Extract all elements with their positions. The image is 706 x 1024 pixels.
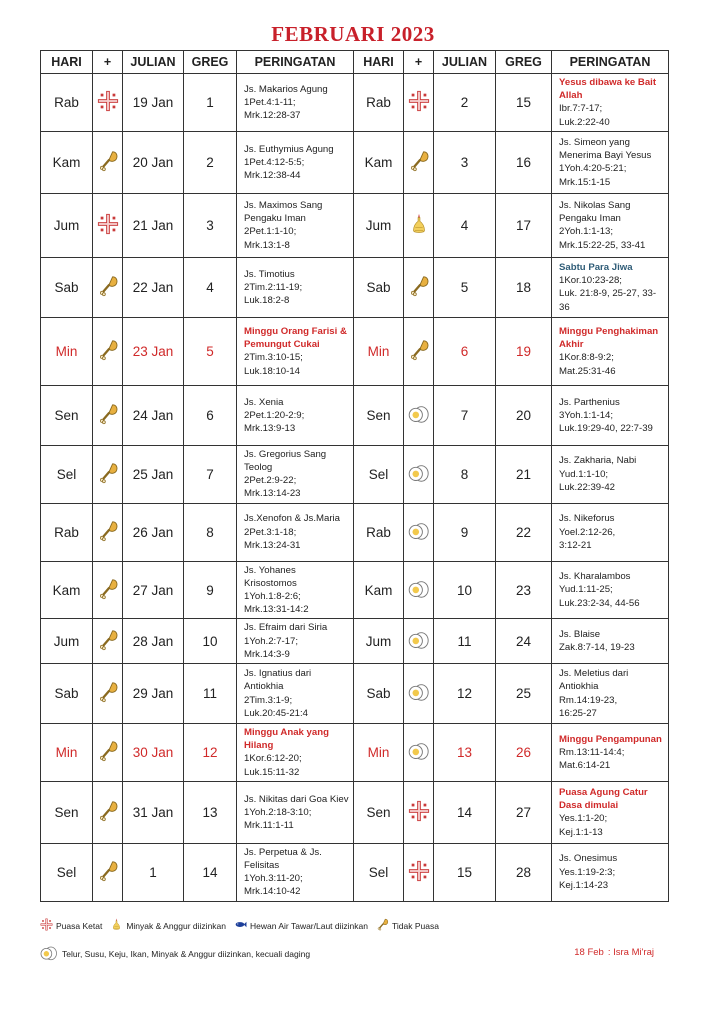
no-fast-icon [97, 349, 119, 364]
scripture-reading: Mrk.13:1-8 [244, 239, 290, 251]
table-row [41, 843, 669, 901]
header-peringatan: PERINGATAN [237, 51, 354, 74]
commemoration-title: Js. Nikolas Sang Pengaku Iman [559, 199, 631, 225]
table-row [41, 503, 669, 561]
julian-cell: 20 Jan [123, 131, 184, 193]
commemoration-cell [552, 561, 669, 619]
day-cell: Sen [41, 385, 93, 445]
greg-cell: 27 [496, 781, 552, 843]
scripture-reading: 2Tim.3:10-15; [244, 352, 303, 364]
scripture-reading: Mrk.13:9-13 [244, 422, 296, 434]
greg-cell: 5 [184, 317, 237, 385]
commemoration-title: Js. Ignatius dari Antiokhia [244, 668, 312, 693]
no-fast-icon [97, 588, 119, 603]
fasting-cell [93, 317, 123, 385]
legend-label: Tidak Puasa [391, 920, 439, 931]
no-fast-icon [408, 285, 430, 300]
commemoration-cell [237, 843, 354, 901]
greg-cell: 23 [496, 561, 552, 619]
scripture-reading: Luk.20:45-21:4 [244, 707, 309, 719]
commemoration-title: Puasa Agung Catur Dasa dimulai [559, 786, 648, 812]
header-julian: JULIAN [434, 51, 496, 74]
julian-cell: 21 Jan [123, 193, 184, 257]
greg-cell: 10 [184, 619, 237, 664]
scripture-reading: Luk.19:29-40, 22:7-39 [559, 422, 653, 434]
fasting-cell [404, 503, 434, 561]
strict-fast-icon [408, 810, 430, 825]
scripture-reading: Luk.15:11-32 [244, 766, 300, 778]
greg-cell: 26 [496, 724, 552, 782]
table-row [41, 193, 669, 257]
commemoration-title: Js. Gregorius Sang Teolog [244, 448, 327, 474]
header-plus: + [404, 51, 434, 74]
commemoration-cell [552, 131, 669, 193]
commemoration-cell [552, 257, 669, 317]
fasting-cell [404, 74, 434, 132]
scripture-reading: Mrk.12:28-37 [244, 110, 301, 121]
no-fast-icon [97, 750, 119, 765]
commemoration-title: Js. Perpetua & Js. Felisitas [244, 846, 322, 872]
no-fast-icon [408, 160, 430, 175]
scripture-reading: Mrk.12:38-44 [244, 169, 301, 181]
commemoration-title: Js. Euthymius Agung [244, 143, 334, 155]
dairy-icon [408, 530, 430, 545]
day-cell: Kam [41, 131, 93, 193]
commemoration-title: Js.Xenofon & Js.Maria [244, 513, 340, 525]
header-peringatan: PERINGATAN [552, 51, 669, 74]
scripture-reading: Luk.18:2-8 [244, 294, 290, 306]
fasting-cell [404, 257, 434, 317]
commemoration-title: Js. Efraim dari Siria [244, 622, 328, 634]
scripture-reading: 2Pet.3:1-18; [244, 526, 297, 538]
table-row [41, 74, 669, 132]
greg-cell: 9 [184, 561, 237, 619]
fasting-cell [93, 385, 123, 445]
header-greg: GREG [184, 51, 237, 74]
commemoration-cell [552, 445, 669, 503]
fasting-cell [93, 445, 123, 503]
scripture-reading: 2Pet.1:1-10; [244, 226, 297, 238]
commemoration-title: Js. Nikitas dari Goa Kiev [244, 793, 349, 805]
header-hari: HARI [354, 51, 404, 74]
scripture-reading: Luk.22:39-42 [559, 481, 616, 493]
scripture-reading: Luk. 21:8-9, 25-27, 33-36 [559, 288, 657, 313]
table-row [41, 724, 669, 782]
table-row [41, 781, 669, 843]
commemoration-title: Js. Onesimus [559, 853, 618, 865]
commemoration-title: Minggu Anak yang Hilang [244, 727, 329, 752]
scripture-reading: Mrk.14:3-9 [244, 648, 290, 660]
scripture-reading: 2Tim.2:11-19; [244, 281, 303, 293]
day-cell: Sen [41, 781, 93, 843]
julian-cell: 14 [434, 781, 496, 843]
commemoration-title: Js. Meletius dari Antiokhia [559, 668, 629, 693]
table-row [41, 257, 669, 317]
day-cell: Rab [354, 503, 404, 561]
scripture-reading: Yes.1:1-20; [559, 813, 608, 825]
scripture-reading: Yud.1:1-10; [559, 468, 609, 480]
day-cell: Kam [354, 561, 404, 619]
table-row [41, 445, 669, 503]
fasting-cell [93, 781, 123, 843]
scripture-reading: Yes.1:19-2:3; [559, 866, 616, 878]
no-fast-icon [97, 870, 119, 885]
commemoration-cell [237, 781, 354, 843]
dairy-icon [408, 691, 430, 706]
commemoration-title: Minggu Orang Farisi & Pemungut Cukai [244, 325, 347, 351]
fasting-cell [404, 664, 434, 724]
fasting-cell [93, 724, 123, 782]
julian-cell: 22 Jan [123, 257, 184, 317]
legend-label: Puasa Ketat [56, 920, 103, 931]
scripture-reading: Rm.14:19-23, [559, 694, 618, 706]
scripture-reading: Mat.6:14-21 [559, 760, 611, 772]
scripture-reading: Kej.1:14-23 [559, 879, 609, 891]
scripture-reading: Mrk.13:14-23 [244, 488, 301, 500]
table-row [41, 317, 669, 385]
day-cell: Sel [41, 445, 93, 503]
commemoration-cell [237, 619, 354, 664]
scripture-reading: Mrk.13:24-31 [244, 539, 301, 551]
commemoration-cell [237, 664, 354, 724]
greg-cell: 8 [184, 503, 237, 561]
day-cell: Kam [354, 131, 404, 193]
dairy-icon [408, 639, 430, 654]
commemoration-cell [237, 317, 354, 385]
greg-cell: 4 [184, 257, 237, 317]
oil-wine-icon [408, 223, 430, 238]
julian-cell: 2 [434, 74, 496, 132]
day-cell: Sab [41, 257, 93, 317]
commemoration-cell [237, 257, 354, 317]
julian-cell: 23 Jan [123, 317, 184, 385]
scripture-reading: 1Pet.4:1-11; [244, 96, 296, 108]
julian-cell: 4 [434, 193, 496, 257]
scripture-reading: 1Yoh.3:11-20; [244, 873, 303, 885]
commemoration-cell [237, 74, 354, 132]
legend [40, 918, 447, 933]
fasting-cell [404, 193, 434, 257]
greg-cell: 22 [496, 503, 552, 561]
fasting-cell [93, 131, 123, 193]
commemoration-cell [552, 724, 669, 782]
fasting-cell [93, 503, 123, 561]
commemoration-cell [552, 664, 669, 724]
greg-cell: 13 [184, 781, 237, 843]
header-row [41, 51, 669, 74]
day-cell: Sen [354, 781, 404, 843]
commemoration-cell [237, 561, 354, 619]
commemoration-title: Js. Parthenius [559, 396, 620, 408]
dairy-icon [408, 413, 430, 428]
day-cell: Jum [41, 193, 93, 257]
scripture-reading: Mrk.14:10-42 [244, 886, 301, 898]
commemoration-cell [237, 724, 354, 782]
dairy-icon [408, 472, 430, 487]
oil-wine-icon [110, 918, 126, 933]
scripture-reading: 2Tim.3:1-9; [244, 694, 293, 706]
legend-item-strict-fast [40, 918, 102, 933]
scripture-reading: 2Pet.1:20-2:9; [244, 409, 305, 421]
scripture-reading: Kej.1:1-13 [559, 826, 603, 838]
commemoration-title: Yesus dibawa ke Bait Allah [559, 77, 657, 102]
legend-item-no-fast [376, 918, 439, 933]
day-cell: Rab [41, 503, 93, 561]
julian-cell: 26 Jan [123, 503, 184, 561]
julian-cell: 7 [434, 385, 496, 445]
commemoration-cell [237, 445, 354, 503]
greg-cell: 6 [184, 385, 237, 445]
greg-cell: 18 [496, 257, 552, 317]
no-fast-icon [97, 285, 119, 300]
fasting-cell [404, 385, 434, 445]
scripture-reading: 1Yoh.2:7-17; [244, 635, 299, 647]
scripture-reading: 16:25-27 [559, 707, 597, 719]
dairy-icon [408, 588, 430, 603]
scripture-reading: 1Yoh.2:18-3:10; [244, 806, 312, 818]
scripture-reading: Yoel.2:12-26, [559, 526, 616, 538]
no-fast-icon [97, 160, 119, 175]
no-fast-icon [97, 413, 119, 428]
julian-cell: 13 [434, 724, 496, 782]
greg-cell: 21 [496, 445, 552, 503]
commemoration-cell [552, 193, 669, 257]
scripture-reading: 3:12-21 [559, 539, 592, 551]
day-cell: Sen [354, 385, 404, 445]
legend-label: Minyak & Anggur diizinkan [126, 920, 227, 931]
scripture-reading: Mat.25:31-46 [559, 365, 616, 377]
no-fast-icon [97, 810, 119, 825]
commemoration-title: Js. Makarios Agung [244, 83, 328, 95]
greg-cell: 7 [184, 445, 237, 503]
fasting-cell [404, 724, 434, 782]
fasting-cell [404, 561, 434, 619]
commemoration-title: Js. Xenia [244, 396, 284, 408]
day-cell: Sel [41, 843, 93, 901]
greg-cell: 17 [496, 193, 552, 257]
greg-cell: 19 [496, 317, 552, 385]
greg-cell: 25 [496, 664, 552, 724]
table-row [41, 561, 669, 619]
fasting-cell [93, 843, 123, 901]
fasting-cell [93, 193, 123, 257]
commemoration-cell [552, 385, 669, 445]
commemoration-title: Js. Simeon yang Menerima Bayi Yesus [559, 136, 652, 162]
julian-cell: 8 [434, 445, 496, 503]
legend-label: Telur, Susu, Keju, Ikan, Minyak & Anggur diizinkan, kecuali daging [62, 949, 311, 959]
greg-cell: 3 [184, 193, 237, 257]
fasting-cell [93, 664, 123, 724]
legend-item-fish [234, 918, 368, 933]
scripture-reading: Ibr.7:7-17; [559, 103, 603, 115]
day-cell: Kam [41, 561, 93, 619]
julian-cell: 12 [434, 664, 496, 724]
julian-cell: 5 [434, 257, 496, 317]
fasting-cell [404, 781, 434, 843]
commemoration-title: Sabtu Para Jiwa [559, 261, 633, 273]
commemoration-cell [552, 74, 669, 132]
no-fast-icon [97, 639, 119, 654]
julian-cell: 27 Jan [123, 561, 184, 619]
commemoration-title: Js. Timotius [244, 268, 295, 280]
fasting-cell [93, 561, 123, 619]
footer-note [570, 947, 654, 958]
fasting-cell [93, 257, 123, 317]
scripture-reading: Luk.23:2-34, 44-56 [559, 597, 640, 609]
page-title: FEBRUARI 2023 [271, 22, 435, 46]
fasting-cell [404, 843, 434, 901]
egg-cheese-icon [40, 944, 62, 964]
commemoration-title: Js. Yohanes Krisostomos [244, 564, 297, 589]
fasting-cell [404, 619, 434, 664]
day-cell: Sab [41, 664, 93, 724]
legend-item-dairy [40, 944, 310, 964]
commemoration-title: Js. Nikeforus [559, 513, 615, 525]
strict-fast-icon [408, 870, 430, 885]
day-cell: Min [41, 317, 93, 385]
day-cell: Min [41, 724, 93, 782]
dairy-icon [408, 750, 430, 765]
header-plus: + [93, 51, 123, 74]
scripture-reading: Zak.8:7-14, 19-23 [559, 642, 635, 654]
commemoration-title: Js. Blaise [559, 629, 601, 641]
julian-cell: 9 [434, 503, 496, 561]
scripture-reading: Luk.2:22-40 [559, 116, 610, 128]
greg-cell: 2 [184, 131, 237, 193]
greg-cell: 11 [184, 664, 237, 724]
julian-cell: 24 Jan [123, 385, 184, 445]
scripture-reading: Mrk.13:31-14:2 [244, 604, 309, 616]
commemoration-cell [237, 385, 354, 445]
scripture-reading: 1Pet.4:12-5:5; [244, 156, 305, 168]
scripture-reading: Yud.1:11-25; [559, 584, 613, 596]
no-fast-icon [97, 472, 119, 487]
day-cell: Min [354, 724, 404, 782]
footer-date: 18 Feb [574, 947, 604, 958]
table-row [41, 131, 669, 193]
day-cell: Jum [354, 193, 404, 257]
strict-fast-icon [97, 100, 119, 115]
fasting-cell [404, 317, 434, 385]
julian-cell: 29 Jan [123, 664, 184, 724]
greg-cell: 12 [184, 724, 237, 782]
julian-cell: 30 Jan [123, 724, 184, 782]
scripture-reading: Luk.18:10-14 [244, 365, 301, 377]
scripture-reading: 2Yoh.1:1-13; [559, 226, 614, 238]
header-hari: HARI [41, 51, 93, 74]
julian-cell: 6 [434, 317, 496, 385]
julian-cell: 1 [123, 843, 184, 901]
day-cell: Sel [354, 445, 404, 503]
header-julian: JULIAN [123, 51, 184, 74]
greg-cell: 1 [184, 74, 237, 132]
scripture-reading: Rm.13:11-14:4; [559, 746, 625, 758]
no-fast-icon [97, 530, 119, 545]
day-cell: Sab [354, 664, 404, 724]
greg-cell: 24 [496, 619, 552, 664]
fasting-cell [404, 445, 434, 503]
strict-fast-icon [408, 100, 430, 115]
commemoration-title: Js. Zakharia, Nabi [559, 455, 637, 467]
fasting-cell [93, 619, 123, 664]
day-cell: Sab [354, 257, 404, 317]
julian-cell: 28 Jan [123, 619, 184, 664]
legend-label: Hewan Air Tawar/Laut diizinkan [250, 920, 368, 931]
scripture-reading: 1Yoh.4:20-5:21; [559, 163, 627, 175]
drumstick-icon [376, 918, 392, 933]
fish-icon [234, 918, 250, 933]
julian-cell: 31 Jan [123, 781, 184, 843]
julian-cell: 15 [434, 843, 496, 901]
day-cell: Rab [354, 74, 404, 132]
greg-cell: 28 [496, 843, 552, 901]
no-fast-icon [97, 691, 119, 706]
julian-cell: 3 [434, 131, 496, 193]
commemoration-title: Minggu Penghakiman Akhir [559, 325, 659, 351]
commemoration-cell [552, 843, 669, 901]
day-cell: Sel [354, 843, 404, 901]
strict-fast-icon [97, 223, 119, 238]
commemoration-cell [552, 781, 669, 843]
day-cell: Min [354, 317, 404, 385]
scripture-reading: 1Kor.8:8-9:2; [559, 352, 614, 364]
scripture-reading: 3Yoh.1:1-14; [559, 409, 614, 421]
commemoration-title: Minggu Pengampunan [559, 733, 662, 745]
footer-event: : Isra Mi'raj [607, 947, 654, 958]
greg-cell: 14 [184, 843, 237, 901]
legend-item-oil-wine [110, 918, 226, 933]
scripture-reading: Mrk.11:1-11 [244, 819, 294, 831]
commemoration-cell [552, 503, 669, 561]
commemoration-cell [552, 619, 669, 664]
greg-cell: 15 [496, 74, 552, 132]
julian-cell: 10 [434, 561, 496, 619]
commemoration-cell [237, 193, 354, 257]
day-cell: Rab [41, 74, 93, 132]
commemoration-cell [237, 503, 354, 561]
scripture-reading: 1Kor.6:12-20; [244, 753, 302, 765]
table-row [41, 664, 669, 724]
commemoration-cell [552, 317, 669, 385]
table-row [41, 619, 669, 664]
julian-cell: 25 Jan [123, 445, 184, 503]
scripture-reading: Mrk.15:22-25, 33-41 [559, 239, 646, 251]
scripture-reading: 2Pet.2:9-22; [244, 475, 297, 487]
no-fast-icon [408, 349, 430, 364]
fasting-cell [93, 74, 123, 132]
julian-cell: 11 [434, 619, 496, 664]
table-row [41, 385, 669, 445]
greg-cell: 16 [496, 131, 552, 193]
commemoration-cell [237, 131, 354, 193]
scripture-reading: Mrk.15:1-15 [559, 176, 611, 188]
day-cell: Jum [41, 619, 93, 664]
header-greg: GREG [496, 51, 552, 74]
scripture-reading: 1Yoh.1:8-2:6; [244, 591, 301, 603]
commemoration-title: Js. Maximos Sang Pengaku Iman [244, 199, 323, 225]
day-cell: Jum [354, 619, 404, 664]
commemoration-title: Js. Kharalambos [559, 571, 631, 583]
strict-fast-icon [40, 918, 56, 933]
scripture-reading: 1Kor.10:23-28; [559, 275, 622, 287]
julian-cell: 19 Jan [123, 74, 184, 132]
greg-cell: 20 [496, 385, 552, 445]
fasting-cell [404, 131, 434, 193]
calendar-table [40, 50, 669, 902]
